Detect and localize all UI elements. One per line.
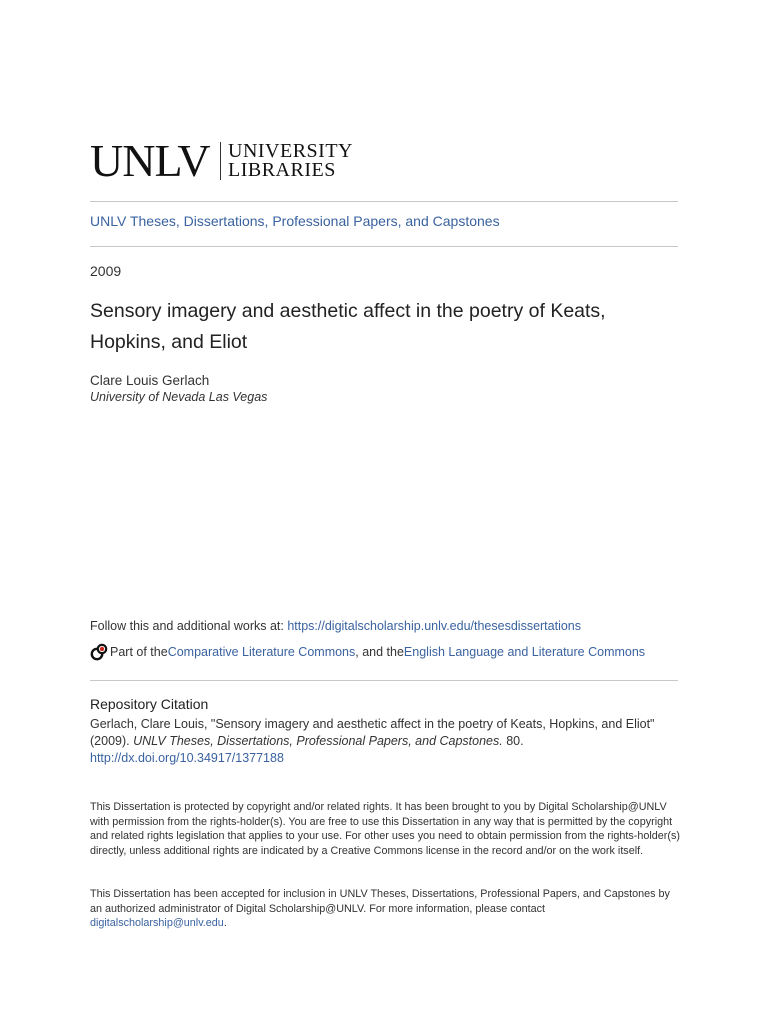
acceptance-text: This Dissertation has been accepted for inclusion in UNLV Theses, Dissertations, Professional Papers, and Capstones by an authorized administrator of Digital Scholarship@UNLV. For more information, please contact [90,888,670,915]
open-access-icon [90,643,108,661]
logo-divider [220,142,221,180]
logo-line-libraries: LIBRARIES [228,159,336,181]
citation-series: UNLV Theses, Dissertations, Professional Papers, and Capstones. [133,734,503,748]
part-of-line [90,643,645,661]
citation-year: (2009). [90,734,134,748]
publication-year: 2009 [90,263,122,279]
comparative-literature-link[interactable]: Comparative Literature Commons [167,645,356,659]
university-libraries-logo-text [228,142,353,180]
part-of-middle: , and the [355,645,404,659]
repository-citation-heading: Repository Citation [90,696,209,712]
doi-link[interactable]: http://dx.doi.org/10.34917/1377188 [90,751,284,765]
follow-prefix: Follow this and additional works at: [90,619,288,633]
collection-url-link[interactable]: https://digitalscholarship.unlv.edu/thesesdissertations [287,619,582,633]
top-divider [90,201,678,202]
citation-line-1: Gerlach, Clare Louis, "Sensory imagery and aesthetic affect in the poetry of Keats, Hopkins, and Eliot" [90,717,655,731]
part-of-prefix: Part of the [110,645,168,659]
logo-line-university: UNIVERSITY [228,140,353,162]
citation-line-2 [90,733,680,750]
repository-citation-text [90,716,680,767]
series-divider [90,246,678,247]
citation-number: 80. [502,734,524,748]
acceptance-notice [90,887,680,931]
author-name: Clare Louis Gerlach [90,373,210,388]
follow-line [90,619,581,633]
contact-email-link[interactable]: digitalscholarship@unlv.edu [90,917,224,930]
acceptance-end: . [223,917,227,930]
series-link[interactable]: UNLV Theses, Dissertations, Professional Papers, and Capstones [90,213,500,229]
english-literature-link[interactable]: English Language and Literature Commons [403,645,646,659]
document-title: Sensory imagery and aesthetic affect in the poetry of Keats, Hopkins, and Eliot [90,300,606,353]
copyright-notice: This Dissertation is protected by copyright and/or related rights. It has been brought to you by Digital Scholarship@UNLV with permission from the rights-holder(s). You are free to use this Dissertation in any way that is permitted by the copyright and related rights legislation that applies to your use. For other uses you need to obtain permission from the rights-holder(s) directly, unless additional rights are indicated by a Creative Commons license in the record and/or on the work itself. [90,801,680,857]
citation-divider [90,680,678,681]
author-affiliation: University of Nevada Las Vegas [90,390,268,404]
unlv-logo-wordmark: UNLV [90,135,210,186]
